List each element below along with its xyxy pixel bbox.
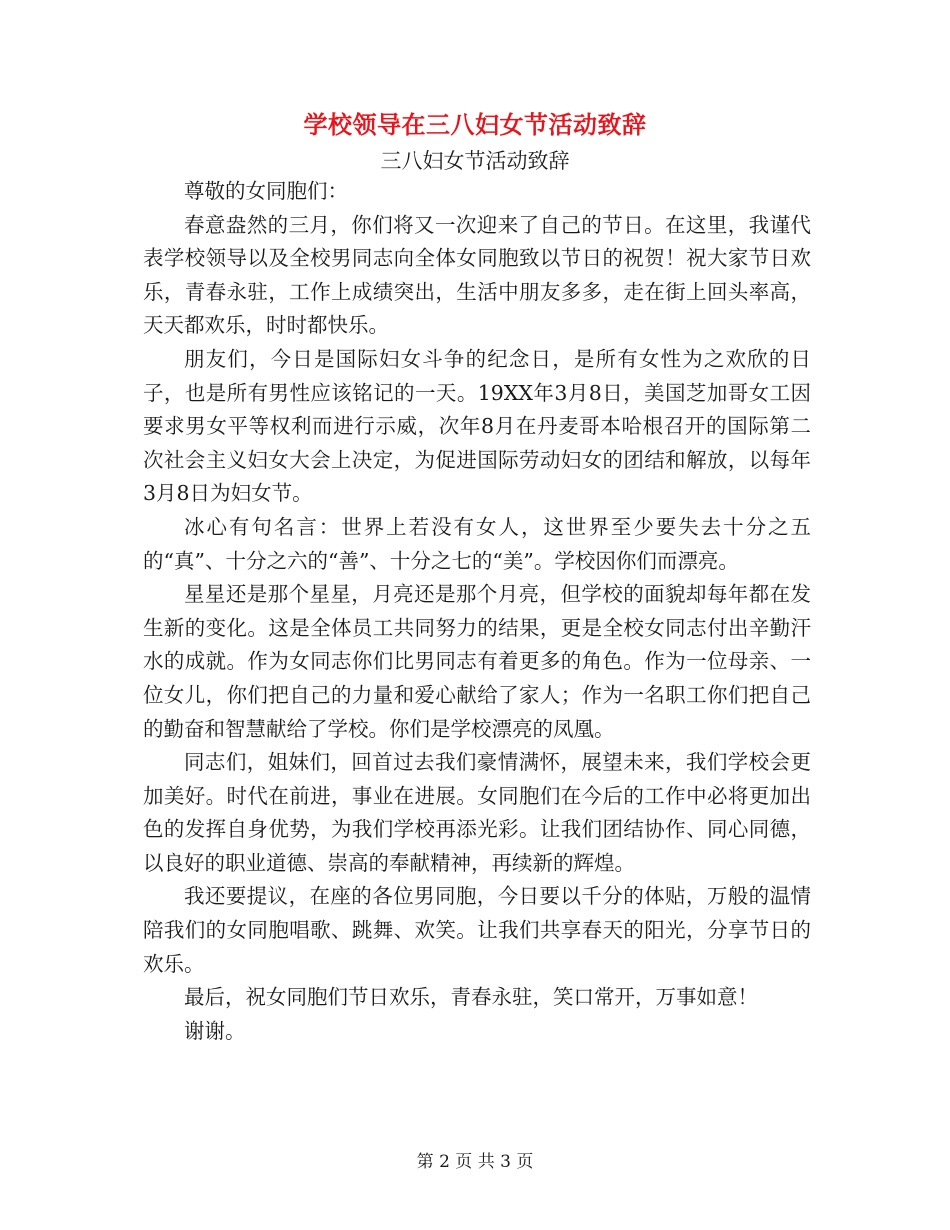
body-paragraph: 春意盎然的三月，你们将又一次迎来了自己的节日。在这里，我谨代表学校领导以及全校男同志向全体女同胞致以节日的祝贺！祝大家节日欢乐，青春永驻，工作上成绩突出，生活中朋友多多，走在街上回头率高，天天都欢乐，时时都快乐。	[143, 212, 811, 338]
thanks-paragraph: 谢谢。	[184, 1018, 246, 1043]
document-title: 学校领导在三八妇女节活动致辞	[303, 110, 647, 139]
body-paragraph: 朋友们，今日是国际妇女斗争的纪念日，是所有女性为之欢欣的日子，也是所有男性应该铭记的一天。19XX年3月8日，美国芝加哥女工因要求男女平等权利而进行示威，次年8月在丹麦哥本哈根召开的国际第二次社会主义妇女大会上决定，为促进国际劳动妇女的团结和解放，以每年3月8日为妇女节。	[143, 346, 811, 506]
closing-paragraph: 最后，祝女同胞们节日欢乐，青春永驻，笑口常开，万事如意！	[184, 985, 758, 1010]
document-subtitle: 三八妇女节活动致辞	[380, 149, 570, 173]
page-number-footer: 第 2 页 共 3 页	[416, 1152, 534, 1172]
body-paragraph: 我还要提议，在座的各位男同胞，今日要以千分的体贴，万般的温情陪我们的女同胞唱歌、跳舞、欢笑。让我们共享春天的阳光，分享节日的欢乐。	[143, 884, 811, 976]
salutation-paragraph: 尊敬的女同胞们：	[184, 179, 348, 203]
body-paragraph: 同志们，姐妹们，回首过去我们豪情满怀，展望未来，我们学校会更加美好。时代在前进，事业在进展。女同胞们在今后的工作中必将更加出色的发挥自身优势，为我们学校再添光彩。让我们团结协作、同心同德，以良好的职业道德、崇高的奉献精神，再续新的辉煌。	[143, 750, 811, 875]
body-paragraph: 星星还是那个星星，月亮还是那个月亮，但学校的面貌却每年都在发生新的变化。这是全体员工共同努力的结果，更是全校女同志付出辛勤汗水的成就。作为女同志你们比男同志有着更多的角色。作为一位母亲、一位女儿，你们把自己的力量和爱心献给了家人；作为一名职工你们把自己的勤奋和智慧献给了学校。你们是学校漂亮的凤凰。	[143, 582, 811, 741]
document-body	[143, 175, 811, 1048]
body-paragraph: 冰心有句名言：世界上若没有女人，这世界至少要失去十分之五的“真”、十分之六的“善”、十分之七的“美”。学校因你们而漂亮。	[143, 514, 811, 573]
